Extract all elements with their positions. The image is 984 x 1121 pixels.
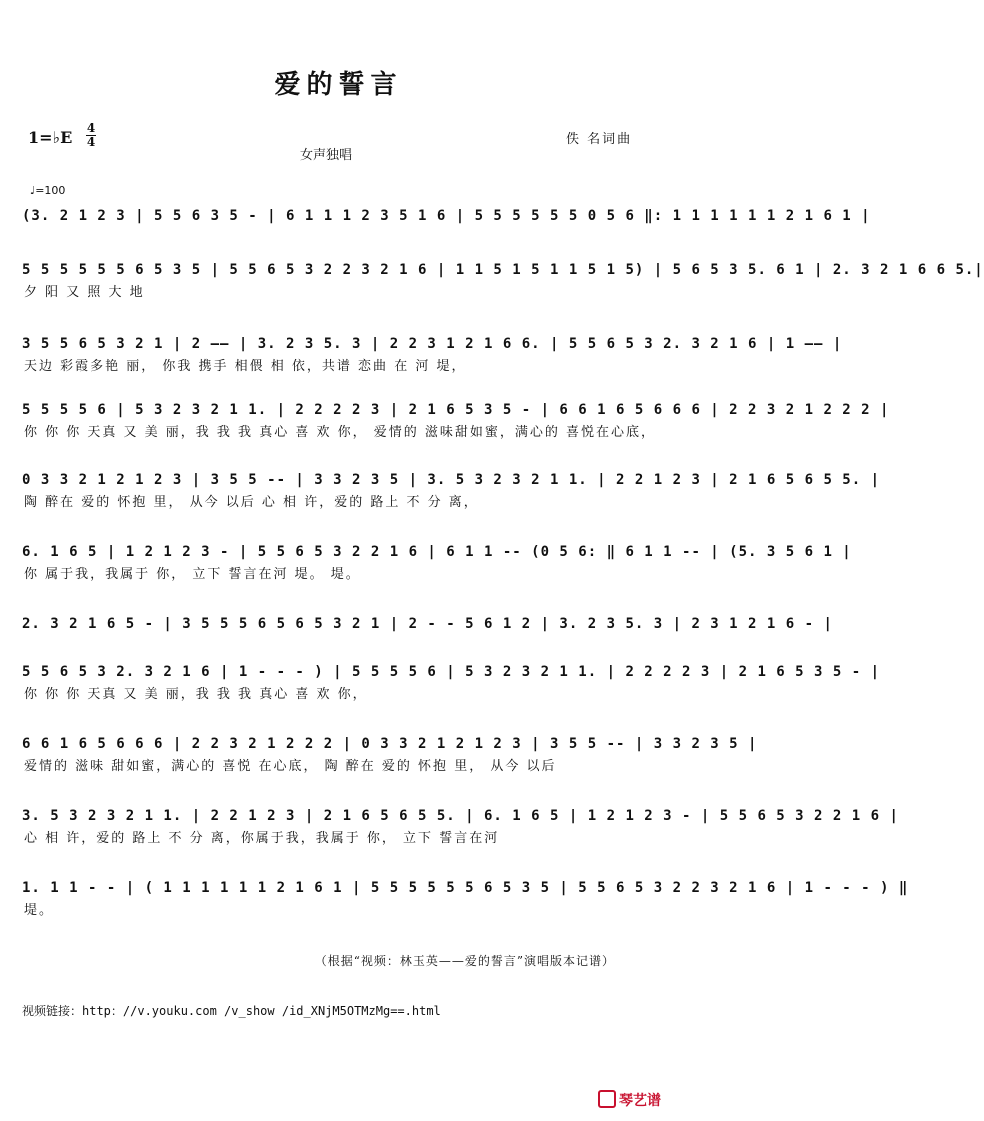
lyrics-line: 你 属于我，我属于 你， 立下 誓言在河 堤。 堤。 (24, 567, 361, 582)
staff-system-4 (22, 398, 890, 444)
lyrics-line: 夕 阳 又 照 大 地 (24, 285, 145, 300)
staff-system-3 (22, 332, 843, 378)
logo-text: 琴艺谱 (619, 1093, 661, 1109)
notation-line: 1. 1 1 - - | ( 1 1 1 1 1 1 2 1 6 1 | 5 5 5 5 5 5 6 5 3 5 | 5 5 6 5 3 2 2 3 2 1 6 | 1 - - - ) ‖ (22, 880, 909, 896)
notation-line: 3 5 5 6 5 3 2 1 | 2 —— | 3. 2 3 5. 3 | 2 2 3 1 2 1 6 6. | 5 5 6 5 3 2. 3 2 1 6 | 1 —— | (22, 336, 843, 352)
staff-system-2 (22, 258, 984, 304)
lyrics-line: 堤。 (24, 903, 55, 918)
staff-system-10 (22, 804, 899, 850)
staff-system-5 (22, 468, 881, 514)
staff-system-9 (22, 732, 758, 778)
meter-bottom: 4 (86, 135, 96, 149)
notation-line: 6. 1 6 5 | 1 2 1 2 3 - | 5 5 6 5 3 2 2 1 6 | 6 1 1 -- (0 5 6: ‖ 6 1 1 -- | (5. 3 5 6 1 | (22, 544, 852, 560)
lyrics-line: 心 相 许，爱的 路上 不 分 离，你属于我，我属于 你， 立下 誓言在河 (24, 831, 500, 846)
lyrics-line: 天边 彩霞多艳 丽， 你我 携手 相偎 相 依，共谱 恋曲 在 河 堤， (24, 359, 467, 374)
lyrics-line (22, 228, 654, 250)
staff-system-1 (22, 204, 871, 250)
logo-icon (598, 1090, 616, 1108)
lyrics-line: 陶 醉在 爱的 怀抱 里， 从今 以后 心 相 许，爱的 路上 不 分 离， (24, 495, 479, 510)
tempo-marking: ♩=100 (30, 184, 66, 197)
staff-system-7 (22, 612, 833, 658)
lyrics-line: 你 你 你 天真 又 美 丽，我 我 我 真心 喜 欢 你， (24, 687, 368, 702)
notation-line: 3. 5 3 2 3 2 1 1. | 2 2 1 2 3 | 2 1 6 5 6 5 5. | 6. 1 6 5 | 1 2 1 2 3 - | 5 5 6 5 3 2 2 1 6 | (22, 808, 899, 824)
notation-line: 5 5 6 5 3 2. 3 2 1 6 | 1 - - - ) | 5 5 5 5 6 | 5 3 2 3 2 1 1. | 2 2 2 2 3 | 2 1 6 5 3 5 - | (22, 664, 881, 680)
staff-system-6 (22, 540, 852, 586)
time-signature (86, 122, 96, 149)
site-logo (598, 1090, 661, 1110)
notation-line: 6 6 1 6 5 6 6 6 | 2 2 3 2 1 2 2 2 | 0 3 3 2 1 2 1 2 3 | 3 5 5 -- | 3 3 2 3 5 | (22, 736, 758, 752)
notation-line: 2. 3 2 1 6 5 - | 3 5 5 5 6 5 6 5 3 2 1 | 2 - - 5 6 1 2 | 3. 2 3 5. 3 | 2 3 1 2 1 6 - | (22, 616, 833, 632)
lyrics-line: 你 你 你 天真 又 美 丽，我 我 我 真心 喜 欢 你， 爱情的 滋味甜如蜜，满心的 喜悦在心底， (24, 425, 656, 440)
notation-line: 5 5 5 5 6 | 5 3 2 3 2 1 1. | 2 2 2 2 3 | 2 1 6 5 3 5 - | 6 6 1 6 5 6 6 6 | 2 2 3 2 1 2 2 2 | (22, 402, 890, 418)
staff-system-8 (22, 660, 881, 706)
author-credit: 佚 名词曲 (566, 132, 633, 147)
staff-system-11 (22, 876, 909, 922)
notation-line: 0 3 3 2 1 2 1 2 3 | 3 5 5 -- | 3 3 2 3 5 | 3. 5 3 2 3 2 1 1. | 2 2 1 2 3 | 2 1 6 5 6 5 5. | (22, 472, 881, 488)
score-title: 爱的誓言 (274, 70, 403, 100)
notation-line: 5 5 5 5 5 5 6 5 3 5 | 5 5 6 5 3 2 2 3 2 1 6 | 1 1 5 1 5 1 1 5 1 5) | 5 6 5 3 5. 6 1 | 2. 3 2 1 6 6 5.| (22, 262, 984, 278)
key-signature: 1=♭E (28, 128, 73, 147)
video-link[interactable]: 视频链接：http：//v.youku.com /v_show /id_XNjM5OTMzMg==.html (22, 1004, 441, 1018)
performance-type: 女声独唱 (300, 148, 353, 163)
source-note: （根据“视频：林玉英——爱的誓言”演唱版本记谱） (314, 954, 615, 968)
lyrics-line (22, 636, 654, 658)
lyrics-line: 爱情的 滋味 甜如蜜，满心的 喜悦 在心底， 陶 醉在 爱的 怀抱 里， 从今 以后 (24, 759, 557, 774)
notation-line: (3. 2 1 2 3 | 5 5 6 3 5 - | 6 1 1 1 2 3 5 1 6 | 5 5 5 5 5 5 0 5 6 ‖: 1 1 1 1 1 1 2 1 6 1 | (22, 208, 871, 224)
meter-top: 4 (86, 121, 96, 135)
transcription-source (0, 952, 677, 969)
